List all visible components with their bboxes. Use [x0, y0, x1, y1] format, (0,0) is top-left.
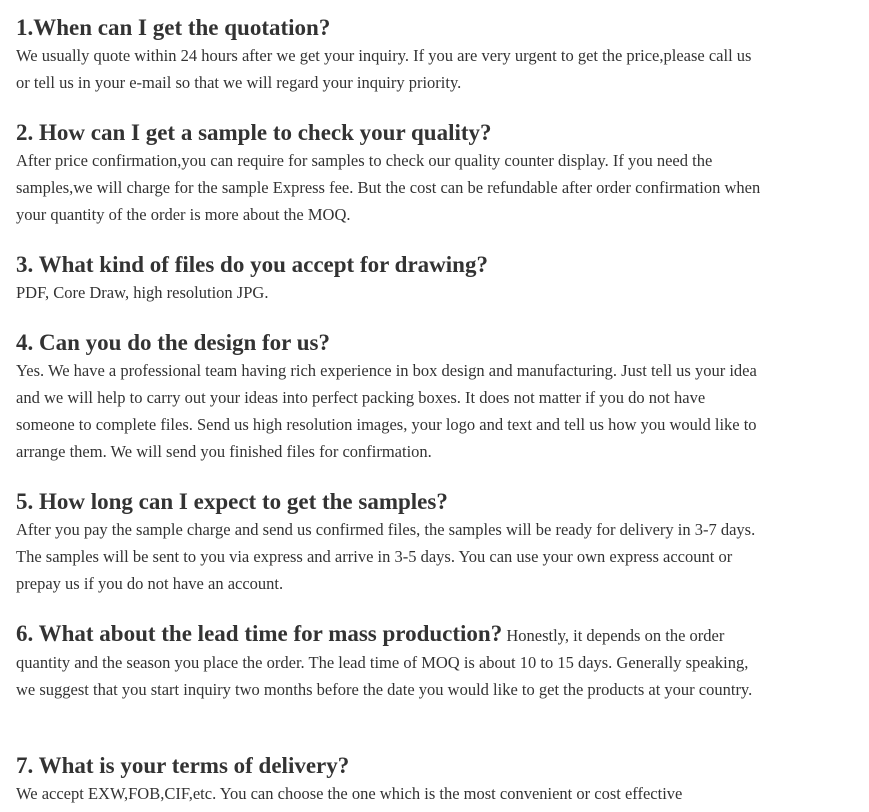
faq-question: 4. Can you do the design for us? [16, 330, 330, 355]
faq-item-1 [16, 14, 766, 96]
faq-item-5 [16, 488, 766, 597]
faq-question: 6. What about the lead time for mass production? [16, 621, 503, 646]
faq-item-4 [16, 329, 766, 465]
faq-item-2 [16, 119, 766, 228]
faq-question: 1.When can I get the quotation? [16, 15, 331, 40]
faq-answer: Yes. We have a professional team having rich experience in box design and manufacturing. Just tell us your idea and we will help to carry out your ideas into perfect packing boxes. It does not matter if you do not have someone to complete files. Send us high resolution images, your logo and text and tell us how you would like to arrange them. We will send you finished files for confirmation. [16, 361, 757, 461]
faq-item-7 [16, 752, 766, 807]
faq-question: 5. How long can I expect to get the samples? [16, 489, 448, 514]
faq-question: 2. How can I get a sample to check your quality? [16, 120, 492, 145]
faq-question: 7. What is your terms of delivery? [16, 753, 350, 778]
faq-combined [16, 620, 766, 703]
faq-answer: We usually quote within 24 hours after we get your inquiry. If you are very urgent to get the price,please call us or tell us in your e-mail so that we will regard your inquiry priority. [16, 46, 752, 92]
faq-answer: We accept EXW,FOB,CIF,etc. You can choose the one which is the most convenient or cost effective [16, 784, 683, 803]
faq-answer: After you pay the sample charge and send us confirmed files, the samples will be ready for delivery in 3-7 days. The samples will be sent to you via express and arrive in 3-5 days. You can use your own express account or prepay us if you do not have an account. [16, 520, 756, 593]
faq-answer: PDF, Core Draw, high resolution JPG. [16, 283, 269, 302]
faq-question: 3. What kind of files do you accept for drawing? [16, 252, 488, 277]
faq-item-6 [16, 620, 766, 703]
faq-item-3 [16, 251, 766, 306]
faq-answer: Honestly, it depends on the order quantity and the season you place the order. The lead time of MOQ is about 10 to 15 days. Generally speaking, we suggest that you start inquiry two months before the date you would like to get the products at your country. [16, 626, 753, 699]
faq-answer: After price confirmation,you can require for samples to check our quality counter display. If you need the samples,we will charge for the sample Express fee. But the cost can be refundable after order confirmation when your quantity of the order is more about the MOQ. [16, 151, 761, 224]
